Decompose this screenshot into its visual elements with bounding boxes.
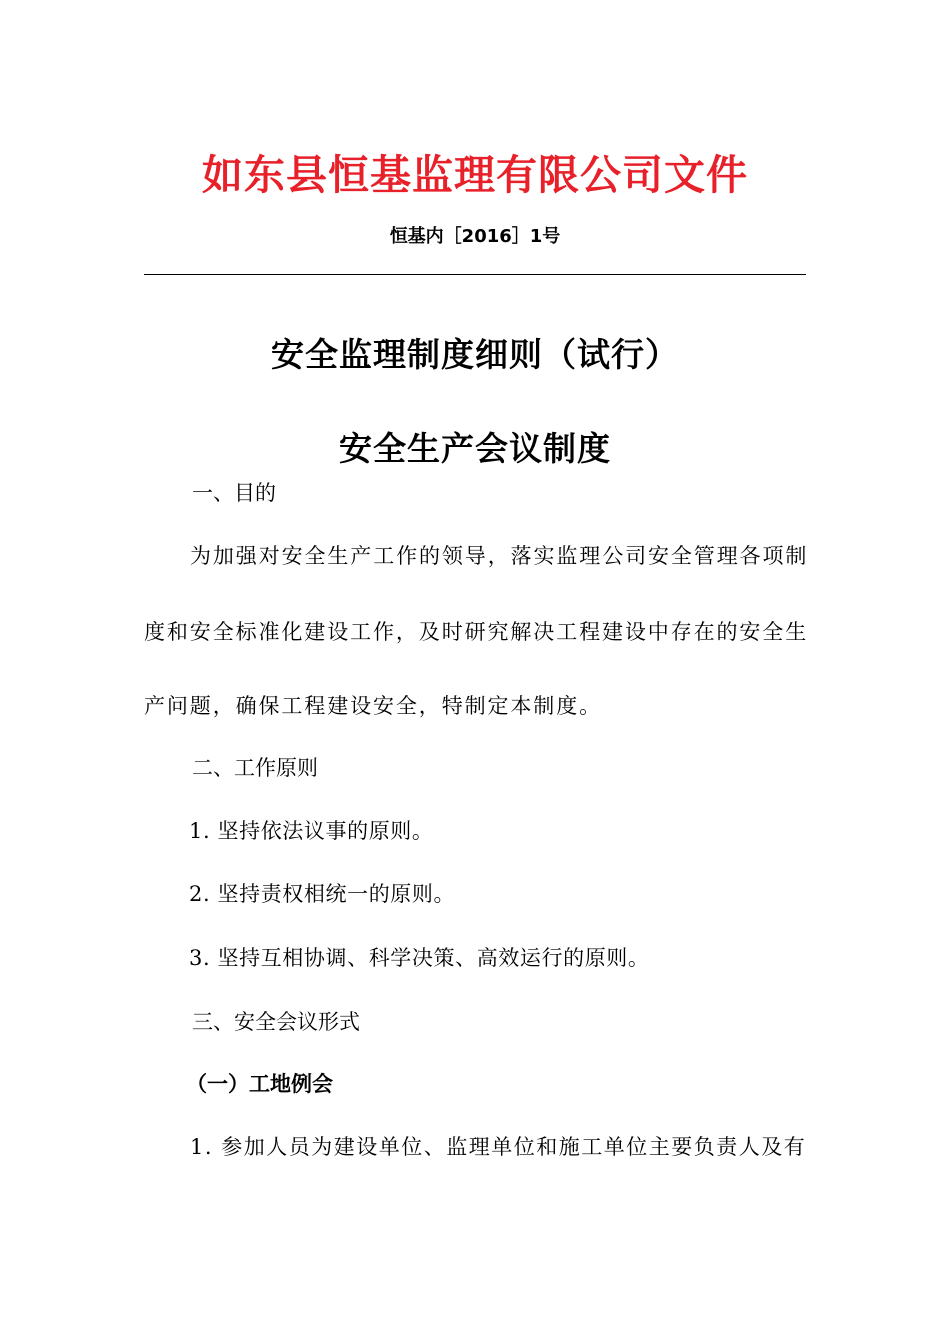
- purpose-paragraph-line: 度和安全标准化建设工作，及时研究解决工程建设中存在的安全生: [144, 620, 809, 644]
- organization-title: 如东县恒基监理有限公司文件: [202, 151, 748, 199]
- site-meeting-subheading: （一）工地例会: [186, 1072, 333, 1096]
- header-divider: [144, 274, 806, 275]
- principles-heading: 二、工作原则: [192, 756, 318, 780]
- document-number: 恒基内［2016］1号: [389, 226, 561, 247]
- purpose-paragraph-line: 产问题，确保工程建设安全，特制定本制度。: [144, 694, 602, 718]
- section-title: 安全生产会议制度: [339, 429, 611, 468]
- purpose-heading: 一、目的: [192, 481, 276, 505]
- principle-item: 1. 坚持依法议事的原则。: [189, 819, 434, 843]
- principle-item: 3. 坚持互相协调、科学决策、高效运行的原则。: [189, 946, 650, 970]
- meeting-forms-heading: 三、安全会议形式: [192, 1010, 360, 1034]
- meeting-paragraph-line: 1. 参加人员为建设单位、监理单位和施工单位主要负责人及有: [190, 1135, 807, 1159]
- document-title: 安全监理制度细则（试行）: [271, 335, 679, 374]
- purpose-paragraph-line: 为加强对安全生产工作的领导，落实监理公司安全管理各项制: [190, 544, 809, 568]
- principle-item: 2. 坚持责权相统一的原则。: [189, 882, 456, 906]
